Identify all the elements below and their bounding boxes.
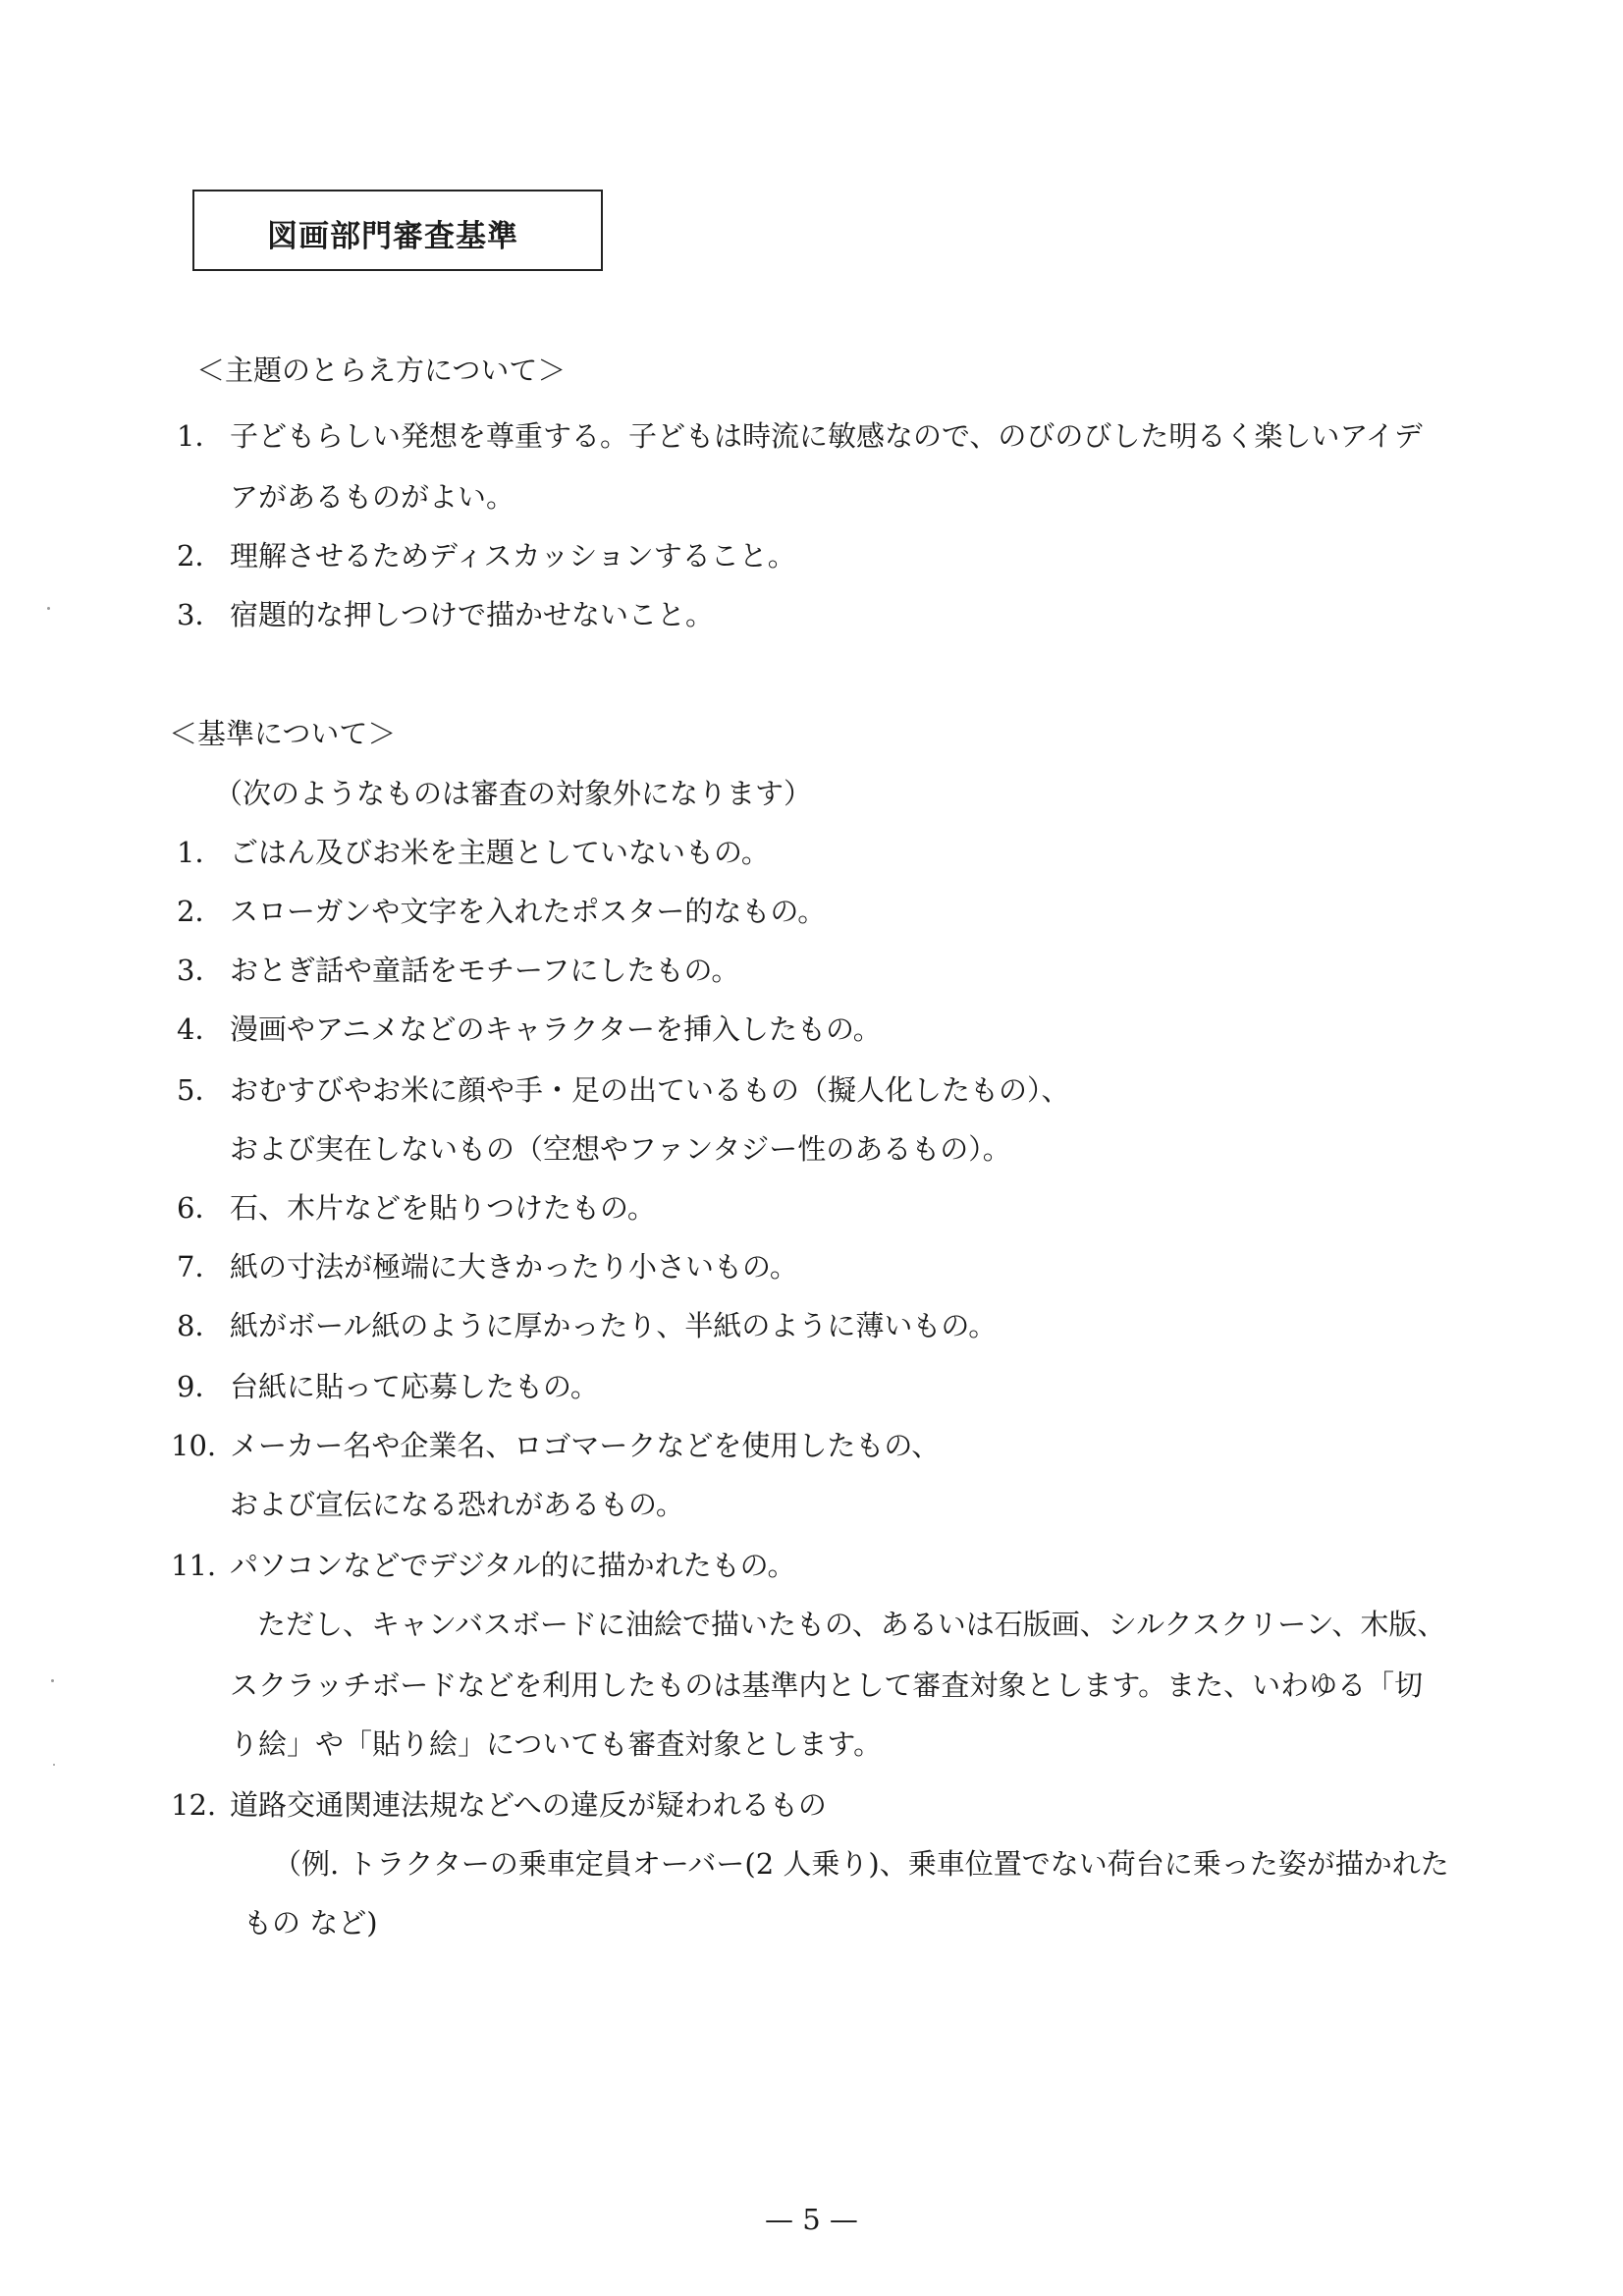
item-number: 6． (177, 1191, 224, 1225)
item-number: 3． (177, 598, 224, 631)
title-box (192, 190, 603, 271)
item-number: 1． (177, 836, 224, 869)
list-item (171, 1426, 1532, 1465)
scan-speck (47, 607, 50, 610)
list-item (177, 536, 1532, 575)
item-text: 宿題的な押しつけで描かせないこと。 (230, 598, 715, 631)
section2-note: （次のようなものは審査の対象外になります） (214, 777, 813, 810)
item-text-continued: もの など) (243, 1906, 378, 1940)
item-text-continued: スクラッチボードなどを利用したものは基準内として審査対象とします。また、いわゆる「切 (230, 1668, 1424, 1702)
item-text: 漫画やアニメなどのキャラクターを挿入したもの。 (230, 1012, 882, 1046)
list-item (177, 1188, 1532, 1228)
item-text: メーカー名や企業名、ロゴマークなどを使用したもの、 (230, 1429, 941, 1462)
item-text-continued: （例. トラクターの乗車定員オーバー(2 人乗り)、乗車位置でない荷台に乗った姿が描かれた (273, 1847, 1449, 1881)
list-item (177, 1070, 1532, 1110)
item-number: 10. (171, 1429, 217, 1462)
list-item (177, 1010, 1532, 1049)
list-item (177, 1247, 1532, 1286)
list-item (171, 1785, 1532, 1825)
item-text-continued: および宣伝になる恐れがあるもの。 (230, 1488, 684, 1521)
list-item (177, 892, 1532, 931)
item-text-continued: り絵」や「貼り絵」についても審査対象とします。 (230, 1727, 883, 1761)
list-item (177, 833, 1532, 872)
item-number: 9． (177, 1370, 224, 1403)
item-text: ごはん及びお米を主題としていないもの。 (230, 836, 770, 869)
item-text: おとぎ話や童話をモチーフにしたもの。 (230, 954, 740, 987)
item-number: 11. (171, 1549, 217, 1582)
list-item (177, 1306, 1532, 1345)
item-text: 理解させるためディスカッションすること。 (230, 539, 796, 573)
item-number: 1． (177, 419, 224, 453)
page-title: 図画部門審査基準 (267, 219, 518, 254)
list-item (177, 416, 1532, 456)
list-item (177, 1367, 1532, 1406)
section1-heading: ＜主題のとらえ方について＞ (196, 354, 567, 387)
page-number: — 5 — (765, 2203, 858, 2236)
item-text: スローガンや文字を入れたポスター的なもの。 (230, 895, 827, 928)
list-item (177, 951, 1532, 990)
item-text: 石、木片などを貼りつけたもの。 (230, 1191, 656, 1225)
item-number: 2． (177, 895, 224, 928)
section2-heading: ＜基準について＞ (169, 717, 397, 750)
item-number: 5． (177, 1073, 224, 1107)
scan-speck (51, 1679, 54, 1682)
item-text-continued: アがあるものがよい。 (230, 480, 515, 514)
item-text: 紙がボール紙のように厚かったり、半紙のように薄いもの。 (230, 1309, 998, 1342)
item-number: 3． (177, 954, 224, 987)
item-text: 紙の寸法が極端に大きかったり小さいもの。 (230, 1250, 798, 1284)
item-number: 2． (177, 539, 224, 573)
item-number: 12. (171, 1788, 217, 1822)
item-number: 4． (177, 1012, 224, 1046)
list-item (171, 1546, 1532, 1585)
item-text-continued: および実在しないもの（空想やファンタジー性のあるもの）。 (230, 1132, 1011, 1166)
item-number: 7． (177, 1250, 224, 1284)
item-text-continued: ただし、キャンバスボードに油絵で描いたもの、あるいは石版画、シルクスクリーン、木版、 (257, 1608, 1446, 1641)
item-number: 8． (177, 1309, 224, 1342)
list-item (177, 595, 1532, 634)
item-text: 子どもらしい発想を尊重する。子どもは時流に敏感なので、のびのびした明るく楽しいアイデ (230, 419, 1423, 453)
item-text: おむすびやお米に顔や手・足の出ているもの（擬人化したもの）、 (230, 1073, 1070, 1107)
item-text: パソコンなどでデジタル的に描かれたもの。 (230, 1549, 796, 1582)
item-text: 台紙に貼って応募したもの。 (230, 1370, 599, 1403)
item-text: 道路交通関連法規などへの違反が疑われるもの (230, 1788, 827, 1822)
scan-speck (53, 1764, 55, 1766)
